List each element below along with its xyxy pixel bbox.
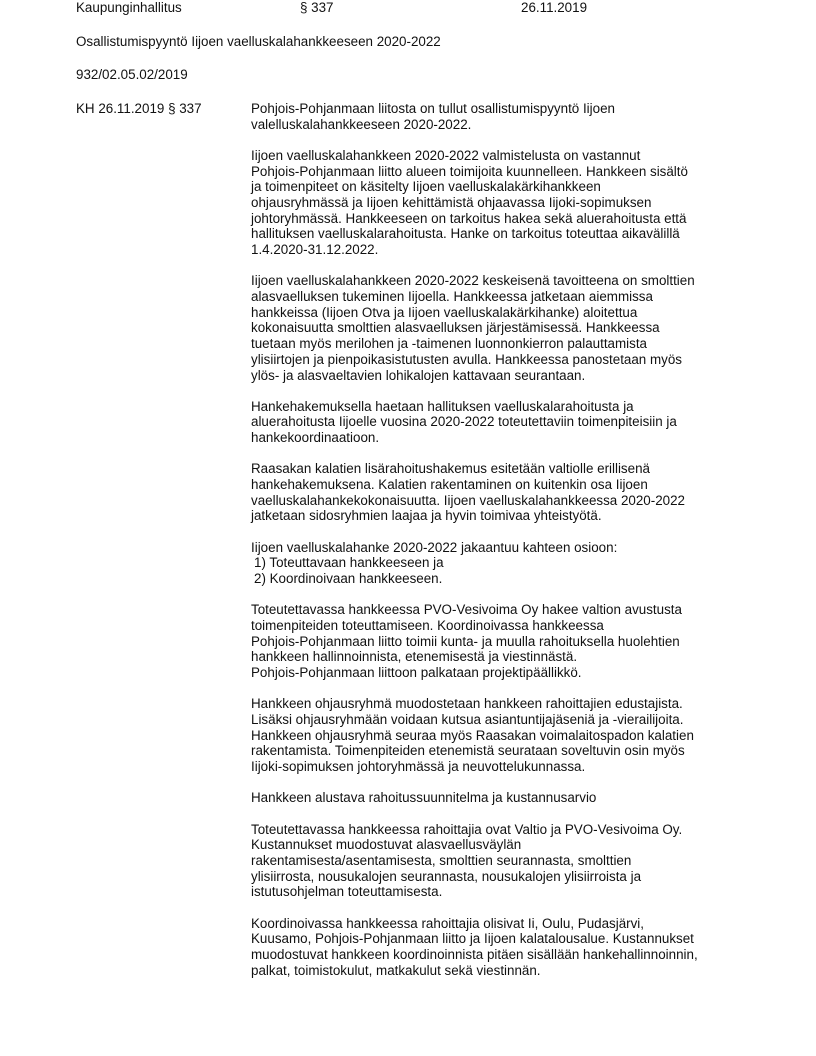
paragraph-line: jatketaan sidosryhmien laajaa ja hyvin toimivaa yhteistyötä. [251, 508, 602, 524]
paragraph-line: ohjausryhmässä ja Iijoen kehittämistä ohjaavassa Iijoki-sopimuksen [251, 195, 652, 211]
paragraph-line: Kustannukset muodostuvat alasvaellusväylän [251, 837, 522, 853]
body-paragraph [251, 101, 751, 132]
body-paragraph [251, 916, 751, 979]
paragraph-line: 1.4.2020-31.12.2022. [251, 242, 379, 258]
paragraph-line: muodostuvat hankkeen koordinoinnista pitäen sisällään hankehallinnoinnin, [251, 946, 698, 962]
paragraph-line: Iijoen vaelluskalahankkeen 2020-2022 valmistelusta on vastannut [251, 147, 641, 163]
paragraph-line: ylisiirrosta, nousukalojen seurannasta, nousukalojen ylisiirroista ja [251, 868, 642, 884]
paragraph-line: Toteutettavassa hankkeessa rahoittajia ovat Valtio ja PVO-Vesivoima Oy. [251, 821, 683, 837]
paragraph-line: Pohjois-Pohjanmaan liitto alueen toimijoita kuunnelleen. Hankkeen sisältö [251, 163, 688, 179]
paragraph-line: toimenpiteiden toteuttamiseen. Koordinoivassa hankkeessa [251, 617, 604, 633]
paragraph-line: johtoryhmässä. Hankkeeseen on tarkoitus hakea sekä aluerahoitusta että [251, 210, 687, 226]
paragraph-line: Pohjois-Pohjanmaan liitto toimii kunta- ja muulla rahoituksella huolehtien [251, 633, 680, 649]
body-paragraph [251, 399, 751, 446]
body-paragraph [251, 822, 751, 901]
paragraph-line: ylös- ja alasvaeltavien lohikalojen kattavaan seurantaan. [251, 367, 586, 383]
meeting-date: 26.11.2019 [521, 0, 588, 15]
paragraph-line: tuetaan myös merilohen ja -taimenen luonnonkierron palauttamista [251, 336, 647, 352]
paragraph-line: Pohjois-Pohjanmaan liitosta on tullut osallistumispyyntö Iijoen [251, 101, 615, 116]
list-item: 1) Toteuttavaan hankkeeseen ja [254, 555, 444, 571]
section-number: § 337 [300, 0, 334, 15]
paragraph-line: Iijoen vaelluskalahankkeen 2020-2022 keskeisenä tavoitteena on smolttien [251, 273, 695, 289]
paragraph-line: vaelluskalahankekokonaisuutta. Iijoen vaelluskalahankkeessa 2020-2022 [251, 492, 686, 508]
paragraph-line: hankkeen hallinnoinnista, etenemisestä ja viestinnästä. [251, 649, 578, 665]
paragraph-line: Hankehakemuksella haetaan hallituksen vaelluskalarahoitusta ja [251, 398, 634, 414]
minute-reference: KH 26.11.2019 § 337 [76, 101, 202, 116]
paragraph-line: rakentamisesta/asentamisesta, smolttien seurannasta, smolttien [251, 852, 632, 868]
diary-number: 932/02.05.02/2019 [76, 67, 188, 82]
paragraph-line: Toteutettavassa hankkeessa PVO-Vesivoima Oy hakee valtion avustusta [251, 602, 682, 618]
paragraph-line: rakentamista. Toimenpiteiden etenemistä seurataan soveltuvin osin myös [251, 743, 685, 759]
paragraph-line: Raasakan kalatien lisärahoitushakemus esitetään valtiolle erillisenä [251, 461, 650, 477]
paragraph-line: hankehakemuksena. Kalatien rakentaminen on kuitenkin osa Iijoen [251, 477, 648, 493]
paragraph-line: hallituksen vaelluskalarahoitusta. Hanke on tarkoitus toteuttaa aikavälillä [251, 226, 680, 242]
paragraph-line: Iijoki-sopimuksen johtoryhmässä ja neuvottelukunnassa. [251, 759, 586, 775]
paragraph-line: hankekoordinaatioon. [251, 430, 380, 446]
paragraph-line: Hankkeen alustava rahoitussuunnitelma ja kustannusarvio [251, 790, 597, 806]
paragraph-line: istutusohjelman toteuttamisesta. [251, 884, 443, 900]
paragraph-line: aluerahoitusta Iijoelle vuosina 2020-2022 toteutettaviin toimenpiteisiin ja [251, 414, 677, 430]
paragraph-line: Hankkeen ohjausryhmä seuraa myös Raasakan voimalaitospadon kalatien [251, 727, 694, 743]
body-paragraph [251, 540, 751, 587]
paragraph-line: palkat, toimistokulut, matkakulut sekä viestinnän. [251, 962, 541, 978]
paragraph-line: Kuusamo, Pohjois-Pohjanmaan liitto ja Iijoen kalatalousalue. Kustannukset [251, 931, 694, 947]
paragraph-line: Pohjois-Pohjanmaan liittoon palkataan projektipäällikkö. [251, 665, 582, 681]
paragraph-line: kokonaisuutta smolttien alasvaelluksen järjestämisessä. Hankkeessa [251, 320, 660, 336]
paragraph-line: alasvaelluksen tukeminen Iijoella. Hankkeessa jatketaan aiemmissa [251, 289, 653, 305]
paragraph-line: hankkeissa (Iijoen Otva ja Iijoen vaelluskalakärkihanke) aloitettua [251, 304, 638, 320]
body-paragraph [251, 602, 751, 681]
body-paragraph [251, 790, 751, 806]
body-paragraph [251, 461, 751, 524]
paragraph-line: Hankkeen ohjausryhmä muodostetaan hankkeen rahoittajien edustajista. [251, 696, 683, 712]
list-item: 2) Koordinoivaan hankkeeseen. [254, 571, 443, 587]
paragraph-line: valelluskalahankkeeseen 2020-2022. [251, 116, 472, 132]
body-paragraph [251, 148, 751, 258]
body-paragraph [251, 696, 751, 775]
paragraph-line: Iijoen vaelluskalahanke 2020-2022 jakaantuu kahteen osioon: [251, 539, 618, 555]
paragraph-line: ja toimenpiteet on käsitelty Iijoen vaelluskalakärkihankkeen [251, 179, 601, 195]
paragraph-line: ylisiirtojen ja pienpoikasistutusten avulla. Hankkeessa panostetaan myös [251, 351, 682, 367]
paragraph-line: Lisäksi ohjausryhmään voidaan kutsua asiantuntijajäseniä ja -vierailijoita. [251, 712, 684, 727]
paragraph-line: Koordinoivassa hankkeessa rahoittajia olisivat Ii, Oulu, Pudasjärvi, [251, 915, 644, 931]
item-subject: Osallistumispyyntö Iijoen vaelluskalahankkeeseen 2020-2022 [76, 34, 441, 49]
body-paragraph [251, 273, 751, 383]
organ-name: Kaupunginhallitus [76, 0, 182, 15]
minute-body [251, 101, 751, 994]
